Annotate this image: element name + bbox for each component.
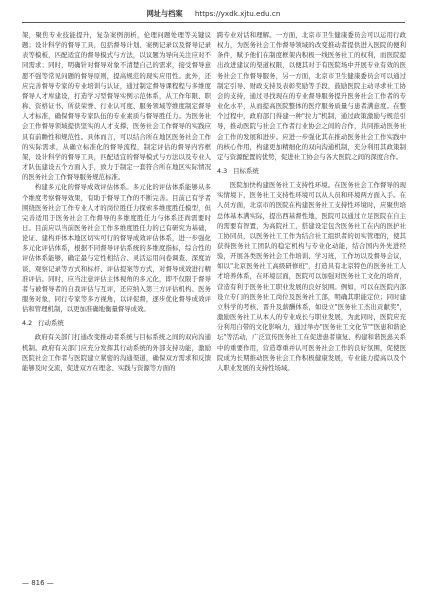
section-title: 行动系统 [38, 319, 64, 328]
running-header [22, 6, 405, 23]
page-number: — 816 — [22, 579, 54, 587]
section-number: 4.3 [217, 167, 228, 176]
paragraph: 政府有关部门打通改变推动者系统与目标系统之间的双向沟通机制。政府有关部门应充分发挥其行动系统的外部支持功能，激励医院社会工作者与医院建立紧密的沟通渠道，确保双方需求和反馈能够及时交流，促进双方在理念、实践与资源等方面的 [22, 333, 211, 372]
right-column [217, 30, 406, 373]
section-heading [22, 318, 211, 328]
paragraph: 跨专业对话和理解。一方面，北京市卫生健康委员会可以运用行政权力，为医务社会工作督导领域的改变推动者提供进入医院的便利条件，赋予他们在制度框架内积极一线医务社工的权利，而医院提出改进建议的渠道权限，以便其对于有医院场中开展专业有效的医务社会工作督导服务，另一方面，北京市卫生健康委员会可以通过制定引导、财政支持及表彰奖励等手段，鼓励医院主动寻求社工协会的支持，通过寻找现在的专业督导服务提升医务社会工作者的专业化水平，从而提高医院整体的医疗服务质量与患者满意度。在整个过程中，政府部门得建一种"拉力"机制，通过政策激励与规范引导，推动医院与社会工作者行业协会之间的合作，共同推动医务社会工作的发展和进步。应进一步强化其在推动医务社会工作实践中的核心作用，构建更加精细化的双向沟通机制，充分利用其政策制定与资源配置的优势，促进社工协会与各大医院之间的深度合作。 [217, 31, 406, 161]
section-title: 目标系统 [233, 167, 259, 176]
section-number: 4.2 [22, 319, 33, 328]
paragraph: 构建多元化的督导成效评估体系。多元化的评估体系能够从多个维度考察督导效果，有助于督导工作的不断完善。目前已有学者围绕医务社会工作专业人才的岗位胜任力探索多维度胜任模型，但完善适用于医务社会工作督导的多维度胜任力与体系还尚需要时日。目前应以当前医务社会工作多维度胜任力的已有研究为基础，论证、建构并体本地区切实可行的督导成效评估体系，进一步强化多元化评估体系，根据不同督导评估系统的多维度指标，综合性的评估体系能够，确定最与定性相结合、灵活运用问卷调查、深度访谈、观察记录等方式和标杆、评估提案等方式，对督导成效进行精准评估。同时，应当注意评估主体视角的多元化，即不仅限于督导者与被督导者的自我评估与互评，还应纳入第三方评估机构、医务服务对象，同行专家等多方视角，以评促督，逐步优化督导成效评估和管理机制，以更加准确地衡量督导成效。 [22, 183, 211, 314]
left-column [22, 30, 211, 373]
journal-name: 网址与档案 [146, 9, 183, 18]
paragraph: 医院加快构建医务社工支持性环境。在医务社会工作督导的现实情境下，医务社工支持性环境可以从人员和环境两方面入手。在人员方面，北京市的医院在构建医务社工支持性环境时，应聚焦培总体基本满实际，提出西基督性地，医院可以通过立足医院在自主的需要有智置，为高院社工，搭建设定包含医务社工在内的医护社工协同员，以医务社工工作为结合社工组织者的切实管理的，使其获得医务社工团队的稳定机构与专业化动能，结合国内外先进经验，开展各类医务社会工作培训、学习班，工作坊以及督导会议，如以"北京医务社工高级研修班"，打造具有北京特色的医务社工人才培养体系，在环境层面，医院可以加强对医务社工文化的培育，营造有利于医务社工职业发展的良好氛围。例如，可以在医院内部设立专门的医务社工岗位及医务社工部，明确其职能定位；同时建立科学的考核、晋升及薪酬体系，如设立"医务社工杰出贡献奖"，激励医务社工从本人的专业成长与职业发展，为此同时，医院应充分利用自带的文化影响力，通过举办"医务社工文化节""医患和谐论坛"等活动，广泛宣传医务社工在促进患者康复、构建和谐医患关系中的重要作用，营造尊重并认可医务社会工作的良好氛围，促使医院成为长期推动医务社会工作积极健康发展，专业能力提高以及个人职业发展的支持性场域。 [217, 181, 406, 372]
journal-url: https://yxdk.xjtu.edu.cn [194, 9, 281, 18]
paragraph: 架，聚焦专业技能提升，复杂案例剖析，伦理问题处理等关键议题；设计科学的督导工具，包括督导计划、案例记录以及督导记录表等模板，匹配适宜的督导模式与方法，以议题为导向关注应对不同需求；同时，明确针对督导对象不清楚自己的需求，接受督导意愿不强等常见问题的督导原则，提高规范的现实应用性。此外，还应完善督导专家的专业培训与认证，通过制定督导课程程与多维度督导人才库建设，打造学习型督导实例示范体系，从工作年限、职称、资格证书、所获荣誉、行业认可度、服务领域等维度制定督导人才标准，确保督导专家队伍的专业素质与督导胜任力。为医务社会工作督导领域提供坚实的人才支撑，医务社会工作督导的实践应具有前瞻性和规范性。具体而言，可以结合所在地区医务社会工作的实际需求，从确立标准化的督导流程，制定评估的督导内容框架，设计科学的督导工具，匹配适宜的督导模式与方法以及专业人才队伍建设五个方面入手，致力于制定一套符合所在地区实际情况的医务社会工作督导服务规范标准。 [22, 31, 211, 182]
section-heading [217, 166, 406, 176]
